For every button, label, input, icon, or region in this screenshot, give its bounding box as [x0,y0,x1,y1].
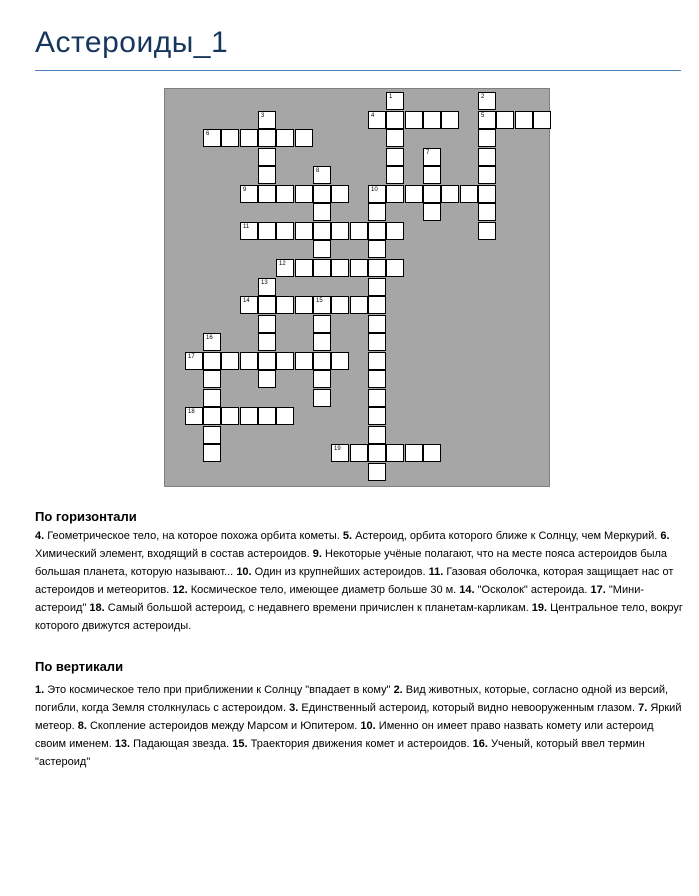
crossword-cell[interactable] [203,389,221,407]
clue-number: 12. [172,584,191,596]
crossword-cell[interactable] [368,389,386,407]
crossword-cell[interactable] [368,463,386,481]
clue-number: 10 [371,187,378,193]
crossword-cell[interactable] [368,407,386,425]
crossword-cell[interactable] [258,370,276,388]
crossword-cell[interactable] [313,166,331,184]
clue-number: 16 [206,335,213,341]
crossword-cell[interactable] [368,111,386,129]
crossword-cell[interactable] [331,352,349,370]
crossword-cell[interactable] [313,240,331,258]
crossword-cell[interactable] [313,259,331,277]
crossword-cell[interactable] [386,222,404,240]
down-clues [35,681,685,771]
crossword-cell[interactable] [221,129,239,147]
crossword-cell[interactable] [368,278,386,296]
crossword-cell[interactable] [203,333,221,351]
clue-text: Химический элемент, входящий в состав астероидов. [35,548,310,560]
crossword-cell[interactable] [276,129,294,147]
clue-number: 16. [472,738,491,750]
crossword-cell[interactable] [350,296,368,314]
crossword-cell[interactable] [460,185,478,203]
crossword-cell[interactable] [240,222,258,240]
crossword-cell[interactable] [478,166,496,184]
crossword-cell[interactable] [405,444,423,462]
crossword-cell[interactable] [313,389,331,407]
crossword-cell[interactable] [240,296,258,314]
crossword-cell[interactable] [258,129,276,147]
crossword-cell[interactable] [258,185,276,203]
clue-number: 14 [243,298,250,304]
clue-number: 5 [481,113,485,119]
crossword-cell[interactable] [276,352,294,370]
crossword-cell[interactable] [313,296,331,314]
crossword-cell[interactable] [185,407,203,425]
crossword-grid [164,88,550,487]
crossword-cell[interactable] [331,296,349,314]
clue-number: 9. [312,548,325,560]
crossword-cell[interactable] [441,185,459,203]
clue-number: 5. [342,530,356,542]
crossword-cell[interactable] [258,407,276,425]
crossword-cell[interactable] [368,296,386,314]
clue-number: 7. [638,702,651,714]
down-heading: По вертикали [35,659,124,674]
crossword-cell[interactable] [533,111,551,129]
crossword-cell[interactable] [386,129,404,147]
clue-text: Центральное тело, вокруг которого движутся астероиды. [35,602,683,632]
page-title: Астероиды_1 [35,26,229,59]
crossword-cell[interactable] [423,203,441,221]
crossword-cell[interactable] [350,222,368,240]
crossword-cell[interactable] [276,296,294,314]
crossword-cell[interactable] [368,315,386,333]
crossword-cell[interactable] [276,185,294,203]
crossword-cell[interactable] [386,148,404,166]
crossword-cell[interactable] [240,129,258,147]
crossword-cell[interactable] [240,407,258,425]
clue-number: 18. [89,602,108,614]
crossword-cell[interactable] [295,129,313,147]
crossword-cell[interactable] [478,92,496,110]
clue-number: 10. [236,566,255,578]
crossword-cell[interactable] [368,444,386,462]
crossword-cell[interactable] [478,129,496,147]
crossword-cell[interactable] [386,166,404,184]
clue-number: 10. [360,720,379,732]
clue-number: 15. [232,738,251,750]
crossword-cell[interactable] [313,333,331,351]
crossword-cell[interactable] [386,444,404,462]
crossword-cell[interactable] [386,111,404,129]
crossword-cell[interactable] [368,185,386,203]
clue-number: 6 [206,131,210,137]
crossword-cell[interactable] [368,203,386,221]
crossword-cell[interactable] [478,222,496,240]
clue-text: Геометрическое тело, на которое похожа орбита кометы. [47,530,340,542]
clue-number: 19 [334,446,341,452]
crossword-cell[interactable] [386,92,404,110]
clue-text: "Осколок" астероида. [477,584,588,596]
crossword-cell[interactable] [185,352,203,370]
crossword-cell[interactable] [203,129,221,147]
across-clues [35,527,685,635]
crossword-cell[interactable] [350,444,368,462]
clue-text: Яркий метеор. [35,702,682,732]
crossword-cell[interactable] [258,296,276,314]
clue-text: Падающая звезда. [133,738,230,750]
crossword-cell[interactable] [478,203,496,221]
clue-text: Некоторые учёные полагают, что на месте пояса астероидов была большая планета, которую называют... [35,548,668,578]
clue-number: 2. [393,684,406,696]
crossword-cell[interactable] [203,407,221,425]
clue-text: Космическое тело, имеющее диаметр больше 30 м. [190,584,457,596]
crossword-cell[interactable] [258,352,276,370]
crossword-cell[interactable] [313,352,331,370]
crossword-cell[interactable] [423,166,441,184]
crossword-cell[interactable] [258,315,276,333]
crossword-cell[interactable] [203,426,221,444]
clue-number: 11 [243,224,250,230]
clue-text: Самый большой астероид, с недавнего времени причислен к планетам-карликам. [107,602,529,614]
crossword-cell[interactable] [295,352,313,370]
crossword-cell[interactable] [258,148,276,166]
clue-number: 4 [371,113,375,119]
clue-text: Траектория движения комет и астероидов. [250,738,470,750]
clue-number: 18 [188,409,195,415]
crossword-cell[interactable] [515,111,533,129]
crossword-cell[interactable] [368,426,386,444]
crossword-cell[interactable] [368,222,386,240]
clue-number: 17 [188,354,195,360]
crossword-cell[interactable] [478,185,496,203]
crossword-cell[interactable] [405,185,423,203]
crossword-cell[interactable] [221,407,239,425]
crossword-cell[interactable] [331,222,349,240]
crossword-cell[interactable] [441,111,459,129]
crossword-cell[interactable] [405,111,423,129]
clue-number: 8. [77,720,90,732]
clue-number: 6. [660,530,670,542]
crossword-cell[interactable] [368,333,386,351]
clue-text: Единственный астероид, который видно невооруженным глазом. [301,702,636,714]
clue-text: Скопление астероидов между Марсом и Юпитером. [89,720,358,732]
crossword-cell[interactable] [368,259,386,277]
clue-number: 2 [481,94,485,100]
clue-text: Ученый, который ввел термин "астероид" [35,738,645,768]
crossword-cell[interactable] [496,111,514,129]
crossword-cell[interactable] [258,278,276,296]
crossword-cell[interactable] [331,259,349,277]
crossword-cell[interactable] [203,444,221,462]
crossword-cell[interactable] [313,315,331,333]
crossword-cell[interactable] [368,370,386,388]
clue-text: Один из крупнейших астероидов. [254,566,426,578]
crossword-cell[interactable] [368,240,386,258]
clue-number: 1 [389,94,393,100]
crossword-cell[interactable] [313,185,331,203]
crossword-cell[interactable] [276,407,294,425]
crossword-cell[interactable] [478,148,496,166]
clue-number: 12 [279,261,286,267]
clue-number: 15 [316,298,323,304]
clue-text: Это космическое тело при приближении к Солнцу "впадает в кому" [47,684,391,696]
crossword-cell[interactable] [203,352,221,370]
crossword-cell[interactable] [295,296,313,314]
crossword-cell[interactable] [313,222,331,240]
crossword-cell[interactable] [258,166,276,184]
crossword-cell[interactable] [386,185,404,203]
clue-number: 19. [531,602,551,614]
clue-number: 11. [428,566,447,578]
crossword-cell[interactable] [295,185,313,203]
crossword-cell[interactable] [203,370,221,388]
clue-number: 3. [289,702,302,714]
crossword-cell[interactable] [258,111,276,129]
crossword-cell[interactable] [258,333,276,351]
crossword-cell[interactable] [423,444,441,462]
crossword-cell[interactable] [423,111,441,129]
crossword-cell[interactable] [221,352,239,370]
crossword-cell[interactable] [276,259,294,277]
crossword-cell[interactable] [313,370,331,388]
clue-text: Газовая оболочка, которая защищает нас от астероидов и метеоритов. [35,566,674,596]
crossword-cell[interactable] [423,185,441,203]
crossword-cell[interactable] [295,222,313,240]
crossword-cell[interactable] [276,222,294,240]
clue-text: Астероид, орбита которого ближе к Солнцу, чем Меркурий. [355,530,658,542]
crossword-cell[interactable] [368,352,386,370]
crossword-cell[interactable] [240,185,258,203]
across-heading: По горизонтали [35,509,137,524]
clue-number: 13 [261,280,268,286]
crossword-cell[interactable] [240,352,258,370]
title-divider [35,70,681,71]
clue-number: 4. [35,530,48,542]
crossword-cell[interactable] [331,444,349,462]
crossword-cell[interactable] [386,259,404,277]
clue-text: Вид животных, которые, согласно одной из версий, погибли, когда Земля столкнулась с астероидом. [35,684,669,714]
crossword-cell[interactable] [313,203,331,221]
clue-number: 14. [459,584,478,596]
crossword-cell[interactable] [331,185,349,203]
clue-number: 9 [243,187,247,193]
crossword-cell[interactable] [423,148,441,166]
crossword-cell[interactable] [478,111,496,129]
clue-text: Именно он имеет право назвать комету или астероид своим именем. [35,720,654,750]
crossword-cell[interactable] [295,259,313,277]
clue-text: "Мини-астероид" [35,584,645,614]
clue-number: 1. [35,684,48,696]
clue-number: 3 [261,113,265,119]
clue-number: 7 [426,150,430,156]
clue-number: 13. [114,738,134,750]
crossword-cell[interactable] [350,259,368,277]
clue-number: 8 [316,168,320,174]
clue-number: 17. [590,584,609,596]
crossword-cell[interactable] [258,222,276,240]
